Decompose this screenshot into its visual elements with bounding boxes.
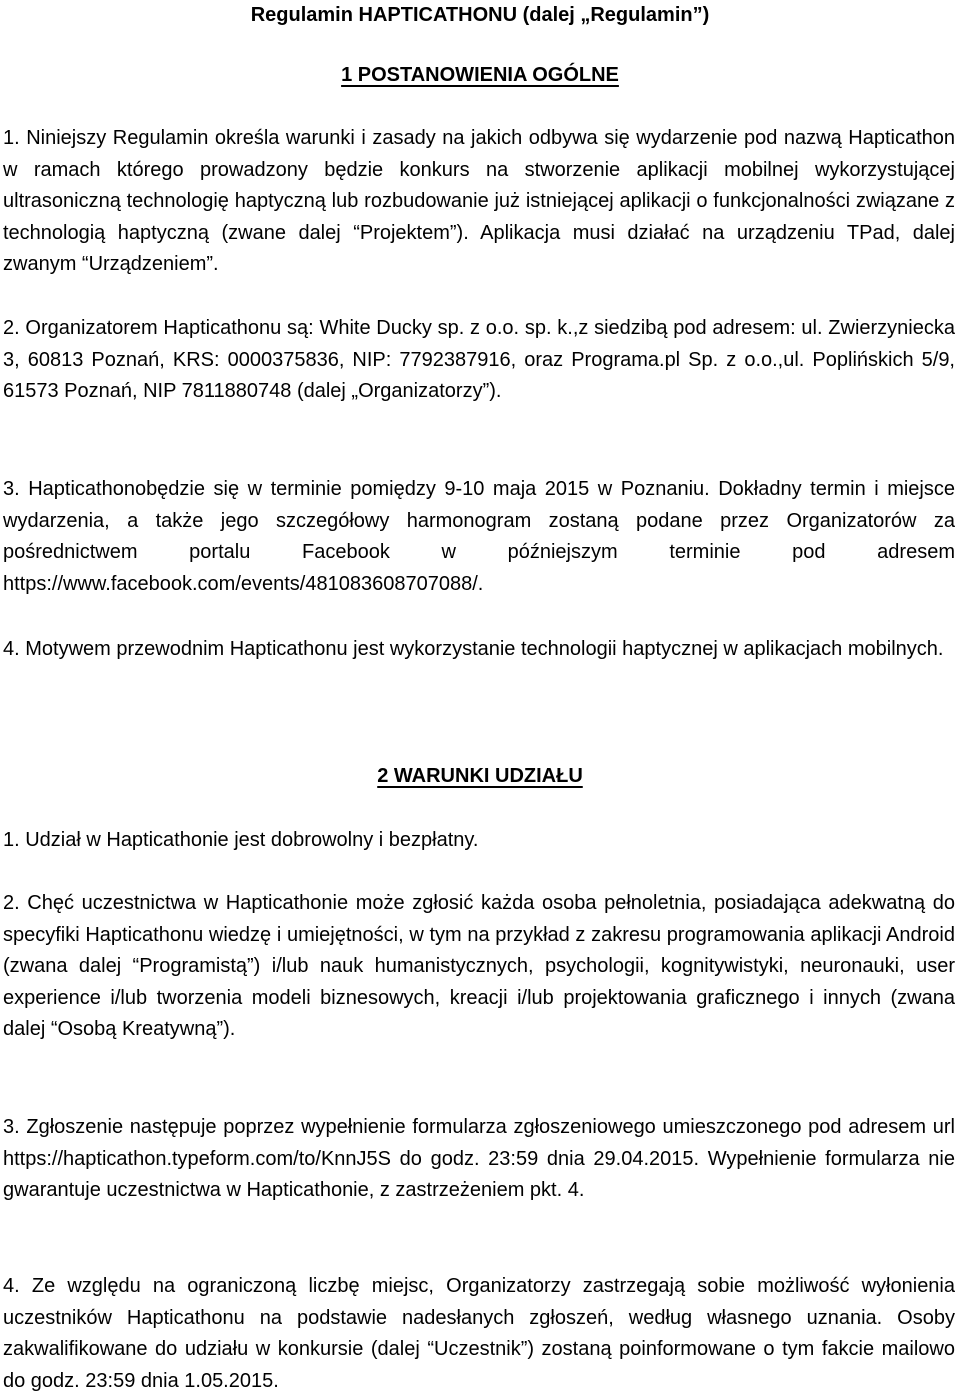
section-heading-1-text: 1 POSTANOWIENIA OGÓLNE xyxy=(341,64,619,86)
section-1-paragraph-3: 3. Hapticathonobędzie się w terminie pomiędzy 9-10 maja 2015 w Poznaniu. Dokładny termin i miejsce wydarzenia, a także jego szczegółowy harmonogram zostaną podane przez Organizatorów za pośrednictwem portalu Facebook w późniejszym terminie pod adresem https://www.facebook.com/events/481083608707088/. xyxy=(3,478,955,595)
section-1-paragraph-2: 2. Organizatorem Hapticathonu są: White Ducky sp. z o.o. sp. k.,z siedzibą pod adresem: ul. Zwierzyniecka 3, 60813 Poznań, KRS: 0000375836, NIP: 7792387916, oraz Programa.pl Sp. z o.o.,ul. Poplińskich 5/9, 61573 Poznań, NIP 7811880748 (dalej „Organizatorzy”). xyxy=(3,317,955,403)
section-heading-1 xyxy=(0,60,960,90)
section-heading-2-text: 2 WARUNKI UDZIAŁU xyxy=(377,765,583,787)
section-2-paragraph-1: 1. Udział w Hapticathonie jest dobrowolny i bezpłatny. xyxy=(3,829,479,851)
section-1-paragraph-4: 4. Motywem przewodnim Hapticathonu jest wykorzystanie technologii haptycznej w aplikacjach mobilnych. xyxy=(3,638,944,660)
section-2-paragraph-2: 2. Chęć uczestnictwa w Hapticathonie może zgłosić każda osoba pełnoletnia, posiadająca adekwatną do specyfiki Hapticathonu wiedzę i umiejętności, w tym na przykład z zakresu programowania aplikacji Android (zwana dalej “Programistą”) i/lub nauk humanistycznych, psychologii, kognitywistyki, neuronauki, user experience i/lub tworzenia modeli biznesowych, kreacji i/lub projektowania graficznego i innych (zwana dalej “Osobą Kreatywną”). xyxy=(3,892,955,1041)
section-2-paragraph-3: 3. Zgłoszenie następuje poprzez wypełnienie formularza zgłoszeniowego umieszczonego pod adresem url https://hapticathon.typeform.com/to/KnnJ5S do godz. 23:59 dnia 29.04.2015. Wypełnienie formularza nie gwarantuje uczestnictwa w Hapticathonie, z zastrzeżeniem pkt. 4. xyxy=(3,1116,955,1202)
section-2-paragraph-4: 4. Ze względu na ograniczoną liczbę miejsc, Organizatorzy zastrzegają sobie możliwość wyłonienia uczestników Hapticathonu na podstawie nadesłanych zgłoszeń, według własnego uznania. Osoby zakwalifikowane do udziału w konkursie (dalej “Uczestnik”) zostaną poinformowane o tym fakcie mailowo do godz. 23:59 dnia 1.05.2015. xyxy=(3,1275,955,1392)
section-1-paragraph-1: 1. Niniejszy Regulamin określa warunki i zasady na jakich odbywa się wydarzenie pod nazwą Hapticathon w ramach którego prowadzony będzie konkurs na stworzenie aplikacji mobilnej wykorzystującej ultrasoniczną technologię haptyczną lub rozbudowanie już istniejącej aplikacji o funkcjonalności związane z technologią haptyczną (zwane dalej “Projektem”). Aplikacja musi działać na urządzeniu TPad, dalej zwanym “Urządzeniem”. xyxy=(3,127,955,276)
section-heading-2 xyxy=(0,761,960,791)
document-title: Regulamin HAPTICATHONU (dalej „Regulamin”) xyxy=(250,4,710,26)
